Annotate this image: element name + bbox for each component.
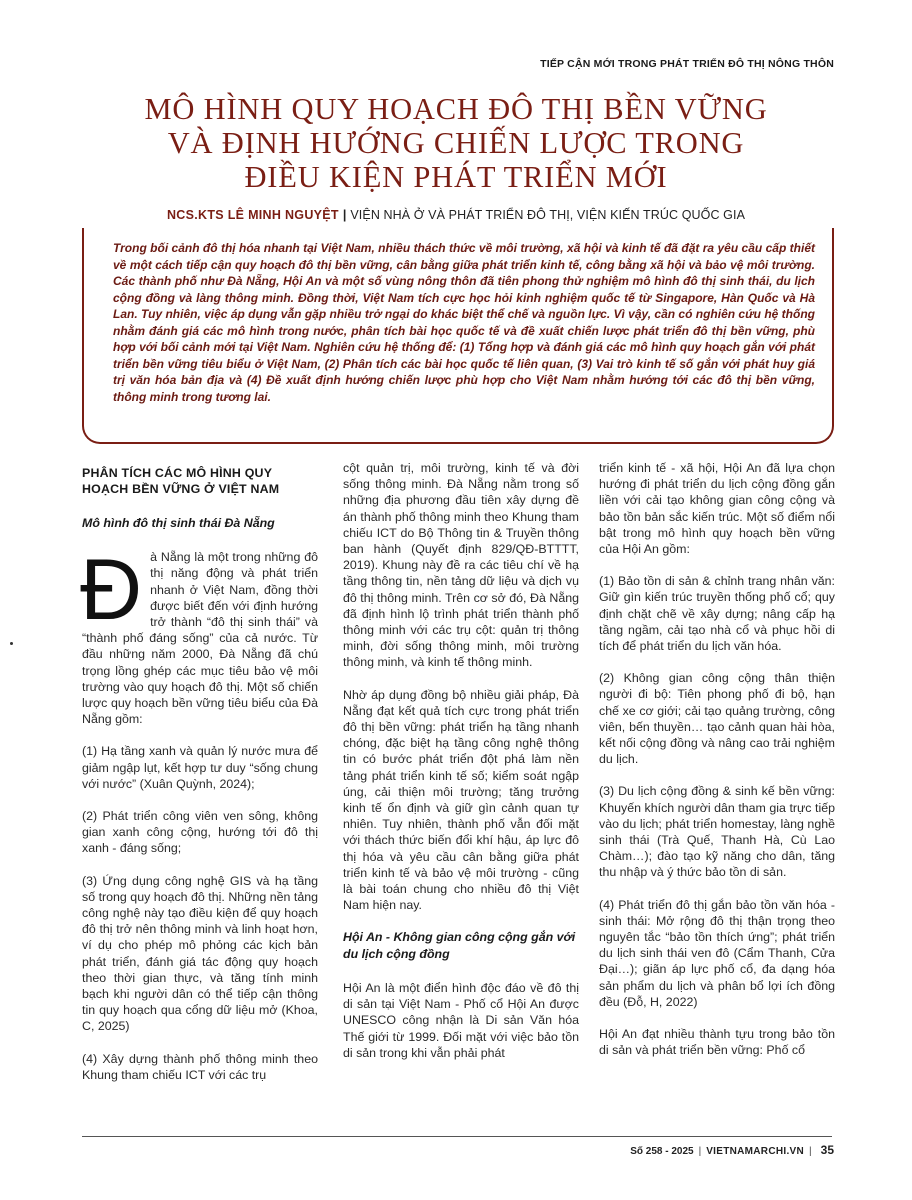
paragraph <box>80 542 318 727</box>
paragraph: (4) Xây dựng thành phố thông minh theo Khung tham chiếu ICT với các trụ <box>82 1051 318 1082</box>
title-line-1: MÔ HÌNH QUY HOẠCH ĐÔ THỊ BỀN VỮNG <box>144 92 768 126</box>
byline <box>80 208 832 222</box>
subheading-da-nang: Mô hình đô thị sinh thái Đà Nẵng <box>82 516 275 530</box>
issue-number: Số 258 - 2025 <box>630 1146 694 1157</box>
drop-cap: Đ <box>80 542 143 639</box>
paragraph: (3) Ứng dụng công nghệ GIS và hạ tầng số trong quy hoạch đô thị. Những nền tảng công nghệ này tạo điều kiện để quy hoạch đô thị trở nên thông minh và linh hoạt hơn, ví dụ cho phép mô phỏng các kịch bản phát triển, đánh giá tác động quy hoạch theo thời gian thực, và tăng tính minh bạch khi người dân có thể tiếp cận thông tin quy hoạch qua cổng dữ liệu mở (Khoa, C, 2025) <box>82 873 318 1034</box>
section-label: TIẾP CẬN MỚI TRONG PHÁT TRIỂN ĐÔ THỊ NÔNG THÔN <box>540 58 834 70</box>
column-2 <box>343 460 579 1077</box>
byline-separator: | <box>342 208 347 222</box>
paragraph-text: à Nẵng là một trong những đô thị năng động và phát triển nhanh ở Việt Nam, đồng thời được biết đến với định hướng trở thành “đô thị sinh thái” và “thành phố đáng sống” của cả nước. Từ đầu những năm 2000, Đà Nẵng đã chú trọng lồng ghép các mục tiêu bảo vệ môi trường vào quy hoạch đô thị. Một số chiến lược quy hoạch bền vững tiêu biểu của Đà Nẵng gồm: <box>82 550 318 727</box>
paragraph: Hội An là một điển hình độc đáo về đô thị di sản tại Việt Nam - Phố cổ Hội An được UNESCO công nhận là Di sản Văn hóa Thế giới từ 1999. Đối mặt với việc bảo tồn di sản trong khi vẫn phải phát <box>343 980 579 1060</box>
paragraph: (2) Không gian công cộng thân thiện người đi bộ: Tiên phong phố đi bộ, hạn chế xe cơ giới; cải tạo quảng trường, công viên, bến thuyền… tạo cảnh quan hài hòa, kết nối cộng đồng và nâng cao trải nghiệm du lịch. <box>599 671 835 767</box>
paragraph: (4) Phát triển đô thị gắn bảo tồn văn hóa - sinh thái: Mở rộng đô thị thận trọng theo nguyên tắc “bảo tồn thích ứng”; phát triển du lịch sinh thái ven đô (Cẩm Thanh, Cửa Đại…); giãn áp lực phố cổ, đa dạng hóa sản phẩm du lịch và phân bổ lợi ích đồng đều (Đỗ, H, 2022) <box>599 897 835 1009</box>
paragraph: triển kinh tế - xã hội, Hội An đã lựa chọn hướng đi phát triển du lịch cộng đồng gắn liền với cải tạo không gian công cộng và bảo tồn bản sắc kiến trúc. Một số điểm nổi bật trong mô hình quy hoạch bền vững của Hội An gồm: <box>599 461 835 557</box>
author-affiliation: VIỆN NHÀ Ở VÀ PHÁT TRIỂN ĐÔ THỊ, VIỆN KIẾN TRÚC QUỐC GIA <box>350 208 746 222</box>
subheading-hoi-an: Hội An - Không gian công cộng gắn với du lịch cộng đồng <box>343 930 576 961</box>
magazine-name: VIETNAMARCHI.VN <box>706 1146 805 1157</box>
title-line-2: VÀ ĐỊNH HƯỚNG CHIẾN LƯỢC TRONG <box>167 126 745 160</box>
paragraph: (1) Bảo tồn di sản & chỉnh trang nhân văn: Giữ gìn kiến trúc truyền thống phố cổ; quy định chặt chẽ về xây dựng; nâng cấp hạ tầng ngầm, cải tạo nhà cổ và phục hồi di tích để phát triển du lịch văn hóa. <box>599 574 835 654</box>
column-3 <box>599 460 835 1075</box>
section-heading: PHÂN TÍCH CÁC MÔ HÌNH QUY HOẠCH BỀN VỮNG Ở VIỆT NAM <box>82 466 280 496</box>
title-line-3: ĐIỀU KIỆN PHÁT TRIỂN MỚI <box>244 160 668 194</box>
paragraph: Nhờ áp dụng đồng bộ nhiều giải pháp, Đà Nẵng đạt kết quả tích cực trong phát triển đô thị bền vững: phát triển hạ tầng nhanh chóng, đặc biệt hạ tầng công nghệ thông tin có bước phát triển đột phá làm nền tảng phát triển kinh tế số; kiểm soát ngập úng, cải thiện môi trường; tăng trưởng kinh tế ổn định và giữ gìn cảnh quan tự nhiên. Tuy nhiên, thành phố vẫn đối mặt với thách thức biến đổi khí hậu, áp lực đô thị hóa và yêu cầu cân bằng giữa phát triển kinh tế và bảo vệ môi trường - cũng là bài toán chung cho nhiều đô thị Việt Nam hiện nay. <box>343 687 579 913</box>
paragraph: (2) Phát triển công viên ven sông, không gian xanh công cộng, hướng tới đô thị xanh - đáng sống; <box>82 809 318 856</box>
abstract: Trong bối cảnh đô thị hóa nhanh tại Việt Nam, nhiều thách thức về môi trường, xã hội và kinh tế đã đặt ra yêu cầu cấp thiết về một cách tiếp cận quy hoạch đô thị bền vững, cân bằng giữa phát triển kinh tế, công bằng xã hội và bảo vệ môi trường. Các thành phố như Đà Nẵng, Hội An và một số vùng nông thôn đã tiên phong thử nghiệm mô hình đô thị sinh thái, du lịch cộng đồng và làng thông minh. Đồng thời, Việt Nam tích cực học hỏi kinh nghiệm quốc tế từ Singapore, Hàn Quốc và Hà Lan. Tuy nhiên, việc áp dụng vẫn gặp nhiều trở ngại do khác biệt thể chế và nguồn lực. Vì vậy, cần có nghiên cứu hệ thống nhằm đánh giá các mô hình trong nước, phân tích bài học quốc tế và đề xuất chiến lược phát triển đô thị bền vững, phù hợp với bối cảnh mới tại Việt Nam. Nghiên cứu hệ thống để: (1) Tổng hợp và đánh giá các mô hình quy hoạch gắn với phát triển bền vững tiêu biểu ở Việt Nam, (2) Phân tích các bài học quốc tế liên quan, (3) Vai trò kinh tế số gắn với phát huy giá trị văn hóa bản địa và (4) Đề xuất định hướng chiến lược phù hợp cho Việt Nam nhằm hướng tới các đô thị bền vững, thông minh trong tương lai. <box>113 241 815 404</box>
footer-rule <box>82 1136 832 1137</box>
footer-separator: | <box>698 1146 702 1157</box>
column-1 <box>82 460 318 1099</box>
author-name: NCS.KTS LÊ MINH NGUYỆT <box>166 208 339 222</box>
page-number: 35 <box>820 1143 834 1157</box>
article-title <box>80 92 832 194</box>
paragraph: (3) Du lịch cộng đồng & sinh kế bền vững: Khuyến khích người dân tham gia trực tiếp vào du lịch; phát triển homestay, làng nghề sinh thái (Trà Quế, Thanh Hà, Cù Lao Chàm…); đào tạo kỹ năng cho dân, tăng thu nhập và ý thức bảo tồn di sản. <box>599 784 835 880</box>
margin-mark <box>10 642 13 645</box>
footer-separator: | <box>809 1146 812 1157</box>
paragraph: (1) Hạ tầng xanh và quản lý nước mưa để giảm ngập lụt, kết hợp tư duy “sống chung với nước” (Xuân Quỳnh, 2024); <box>82 744 318 791</box>
page-footer <box>630 1143 834 1157</box>
paragraph: cột quản trị, môi trường, kinh tế và đời sống thông minh. Đà Nẵng nằm trong số những địa phương đầu tiên xây dựng đề án thành phố thông minh theo Khung tham chiếu ICT do Bộ Thông tin & Truyền thông ban hành (Quyết định 829/QĐ-BTTTT, 2019). Khung này đề ra các tiêu chí về hạ tầng thông tin, nền tảng dữ liệu và dịch vụ đô thị thông minh. Trên cơ sở đó, Đà Nẵng đã định hình lộ trình phát triển thành phố thông minh với các trụ cột: quản trị thông minh, đời sống thông minh, môi trường thông minh, và kinh tế thông minh. <box>343 461 579 670</box>
paragraph: Hội An đạt nhiều thành tựu trong bảo tồn di sản và phát triển bền vững: Phố cổ <box>599 1027 835 1058</box>
